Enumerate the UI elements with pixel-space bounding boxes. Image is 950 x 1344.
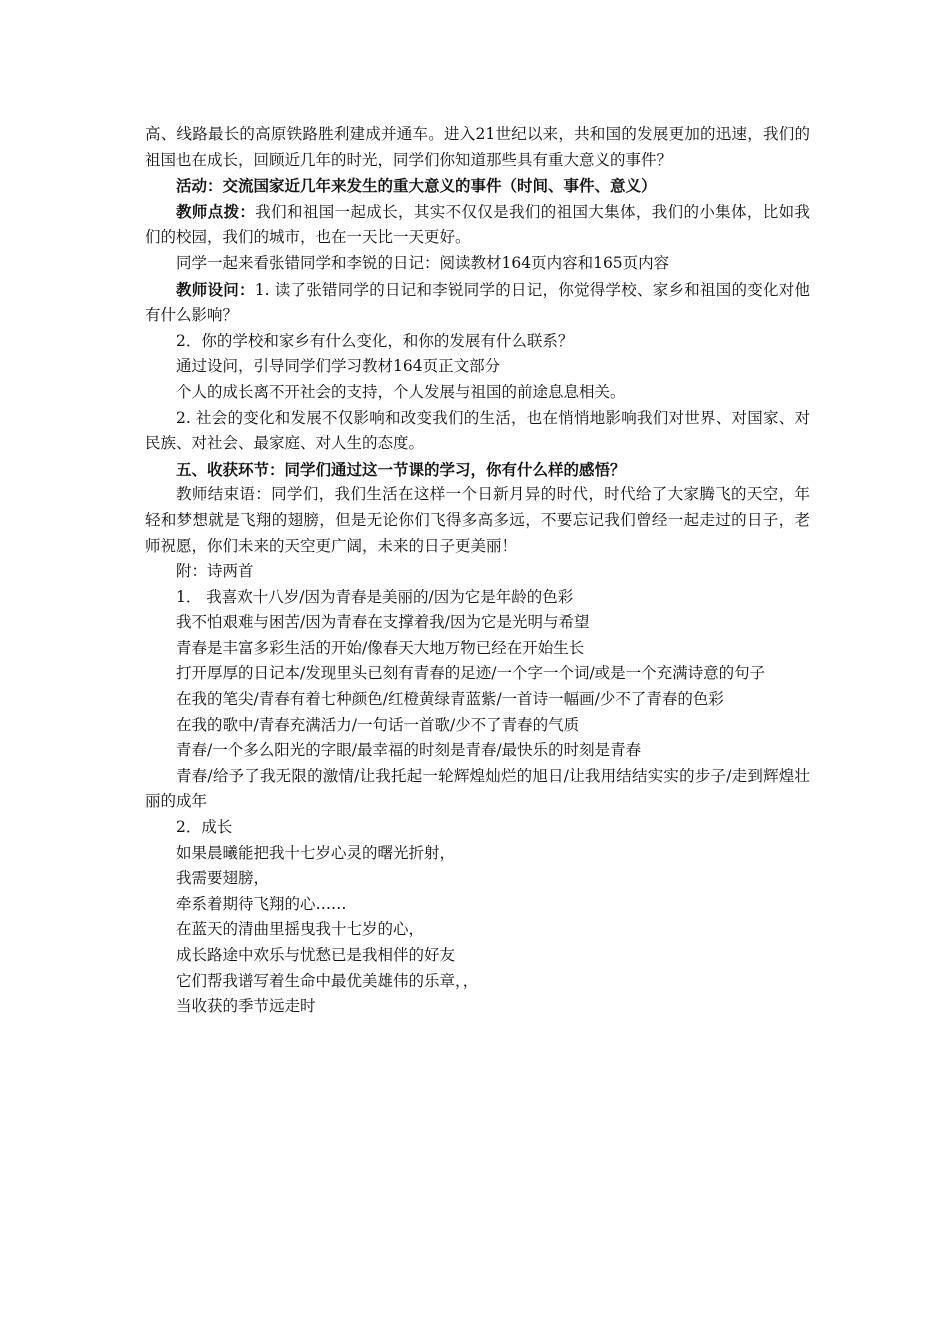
paragraph-growth: 个人的成长离不开社会的支持，个人发展与祖国的前途息息相关。 (176, 382, 626, 401)
poem-line: 青春/一个多么阳光的字眼/最幸福的时刻是青春/最快乐的时刻是青春 (176, 741, 642, 760)
teacher-closing: 教师结束语：同学们，我们生活在这样一个日新月异的时代，时代给了大家腾飞的天空，年轻和梦想就是飞翔的翅膀，但是无论你们飞得多高多远，不要忘记我们曾经一起走过的日子，老师祝愿，你们未来的天空更广阔，未来的日子更美丽！ (145, 485, 810, 555)
teacher-question: 教师设问：1. 读了张错同学的日记和李锐同学的日记，你觉得学校、家乡和祖国的变化对他有什么影响？ (145, 279, 810, 325)
teacher-guidance: 教师点拨：我们和祖国一起成长，其实不仅仅是我们的祖国大集体，我们的小集体，比如我们的校园，我们的城市，也在一天比一天更好。 (145, 201, 810, 247)
document-body (145, 122, 810, 1020)
poem-line: 青春/给予了我无限的激情/让我托起一轮辉煌灿烂的旭日/让我用结结实实的步子/走到辉煌壮丽的成年 (145, 766, 810, 811)
poem-title-2: 2．成长 (176, 818, 233, 837)
poem-line: 在我的笔尖/青春有着七种颜色/红橙黄绿青蓝紫/一首诗一幅画/少不了青春的色彩 (176, 690, 724, 709)
question-2: 2．你的学校和家乡有什么变化，和你的发展有什么联系？ (176, 331, 574, 350)
paragraph-intro: 高、线路最长的高原铁路胜利建成并通车。进入21世纪以来，共和国的发展更加的迅速，我们的祖国也在成长，回顾近几年的时光，同学们你知道那些具有重大意义的事件？ (145, 125, 810, 169)
poem-line: 它们帮我谱写着生命中最优美雄伟的乐章，， (176, 971, 479, 990)
poem-line: 在蓝天的清曲里摇曳我十七岁的心， (176, 920, 425, 939)
poem-line: 当收获的季节远走时 (176, 997, 316, 1016)
appendix-title: 附：诗两首 (176, 562, 254, 581)
poem-line: 1． 我喜欢十八岁/因为青春是美丽的/因为它是年龄的色彩 (176, 587, 574, 606)
poem-line: 在我的歌中/青春充满活力/一句话一首歌/少不了青春的气质 (176, 715, 580, 734)
poem-line: 青春是丰富多彩生活的开始/像春天大地万物已经在开始生长 (176, 638, 585, 657)
poem-line: 如果晨曦能把我十七岁心灵的曙光折射， (176, 843, 456, 862)
section-five-heading: 五、收获环节：同学们通过这一节课的学习，你有什么样的感悟？ (176, 459, 626, 479)
poem-line: 我需要翅膀， (176, 869, 270, 888)
paragraph-society: 2. 社会的变化和发展不仅影响和改变我们的生活，也在悄悄地影响我们对世界、对国家、对民族、对社会、最家庭、对人生的态度。 (145, 408, 810, 453)
poem-line: 成长路途中欢乐与忧愁已是我相伴的好友 (176, 946, 456, 964)
activity-heading: 活动：交流国家近几年来发生的重大意义的事件（时间、事件、意义） (176, 176, 657, 196)
poem-line: 牵系着期待飞翔的心…… (176, 894, 347, 913)
paragraph-diary: 同学一起来看张错同学和李锐的日记：阅读教材164页内容和165页内容 (176, 253, 670, 272)
poem-line: 打开厚厚的日记本/发现里头已刻有青春的足迹/一个字一个词/或是一个充满诗意的句子 (176, 664, 766, 683)
paragraph-guide: 通过设问，引导同学们学习教材164页正文部分 (176, 357, 501, 376)
poem-line: 我不怕艰难与困苦/因为青春在支撑着我/因为它是光明与希望 (176, 613, 590, 632)
